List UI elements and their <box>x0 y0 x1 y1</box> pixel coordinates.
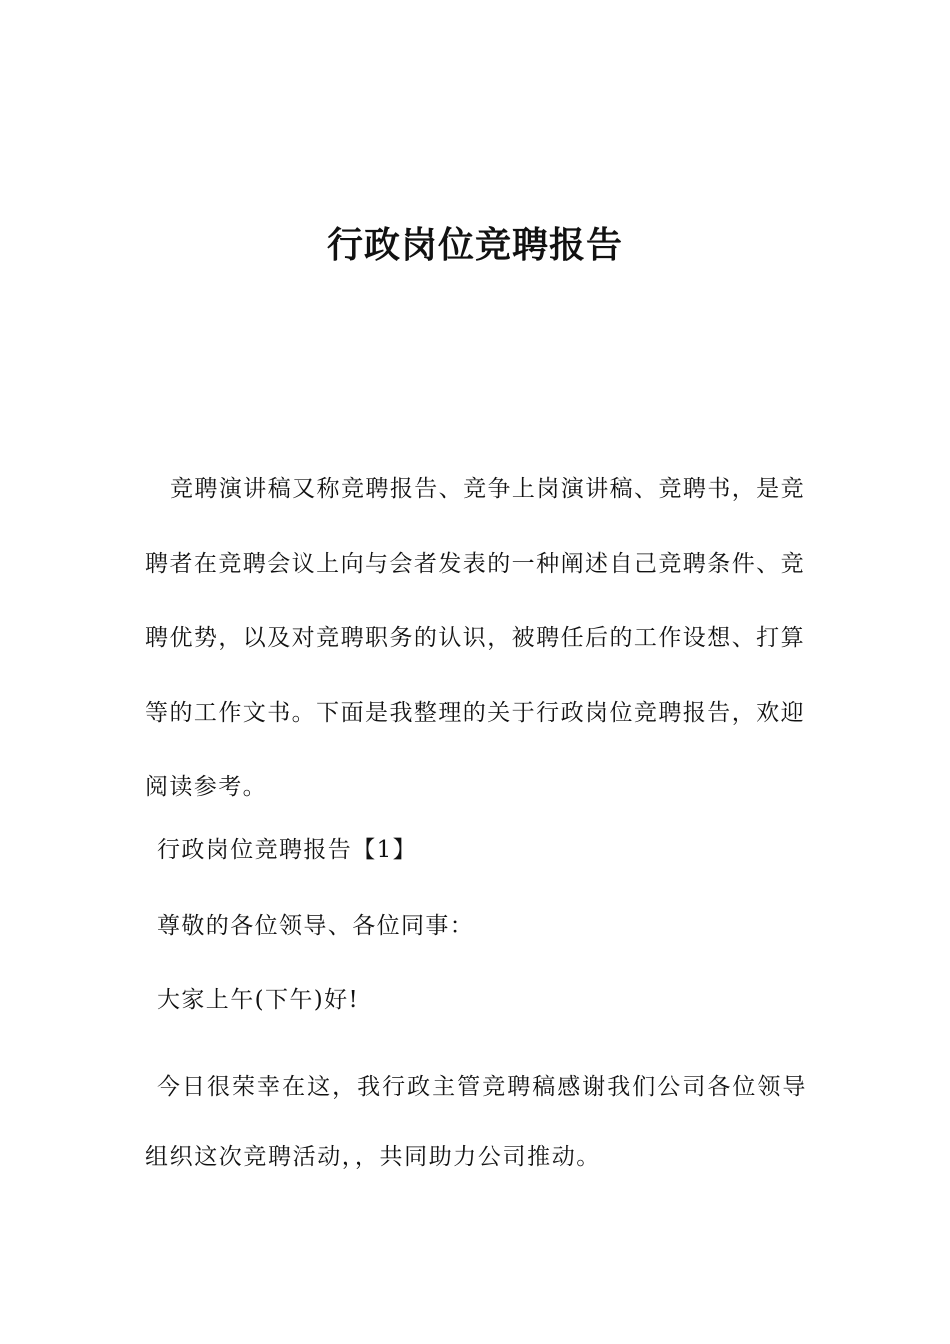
intro-paragraph: 竞聘演讲稿又称竞聘报告、竞争上岗演讲稿、竞聘书，是竞聘者在竞聘会议上向与会者发表的一种阐述自己竞聘条件、竞聘优势，以及对竞聘职务的认识，被聘任后的工作设想、打算等的工作文书。下面是我整理的关于行政岗位竞聘报告，欢迎阅读参考。 <box>145 476 805 800</box>
salutation: 尊敬的各位领导、各位同事： <box>157 913 475 939</box>
document-title: 行政岗位竞聘报告 <box>326 225 623 266</box>
greeting: 大家上午(下午)好! <box>157 987 360 1013</box>
body-paragraph: 今日很荣幸在这，我行政主管竞聘稿感谢我们公司各位领导组织这次竞聘活动，，共同助力公司推动。 <box>145 1074 807 1170</box>
section-heading: 行政岗位竞聘报告【1】 <box>157 837 418 863</box>
